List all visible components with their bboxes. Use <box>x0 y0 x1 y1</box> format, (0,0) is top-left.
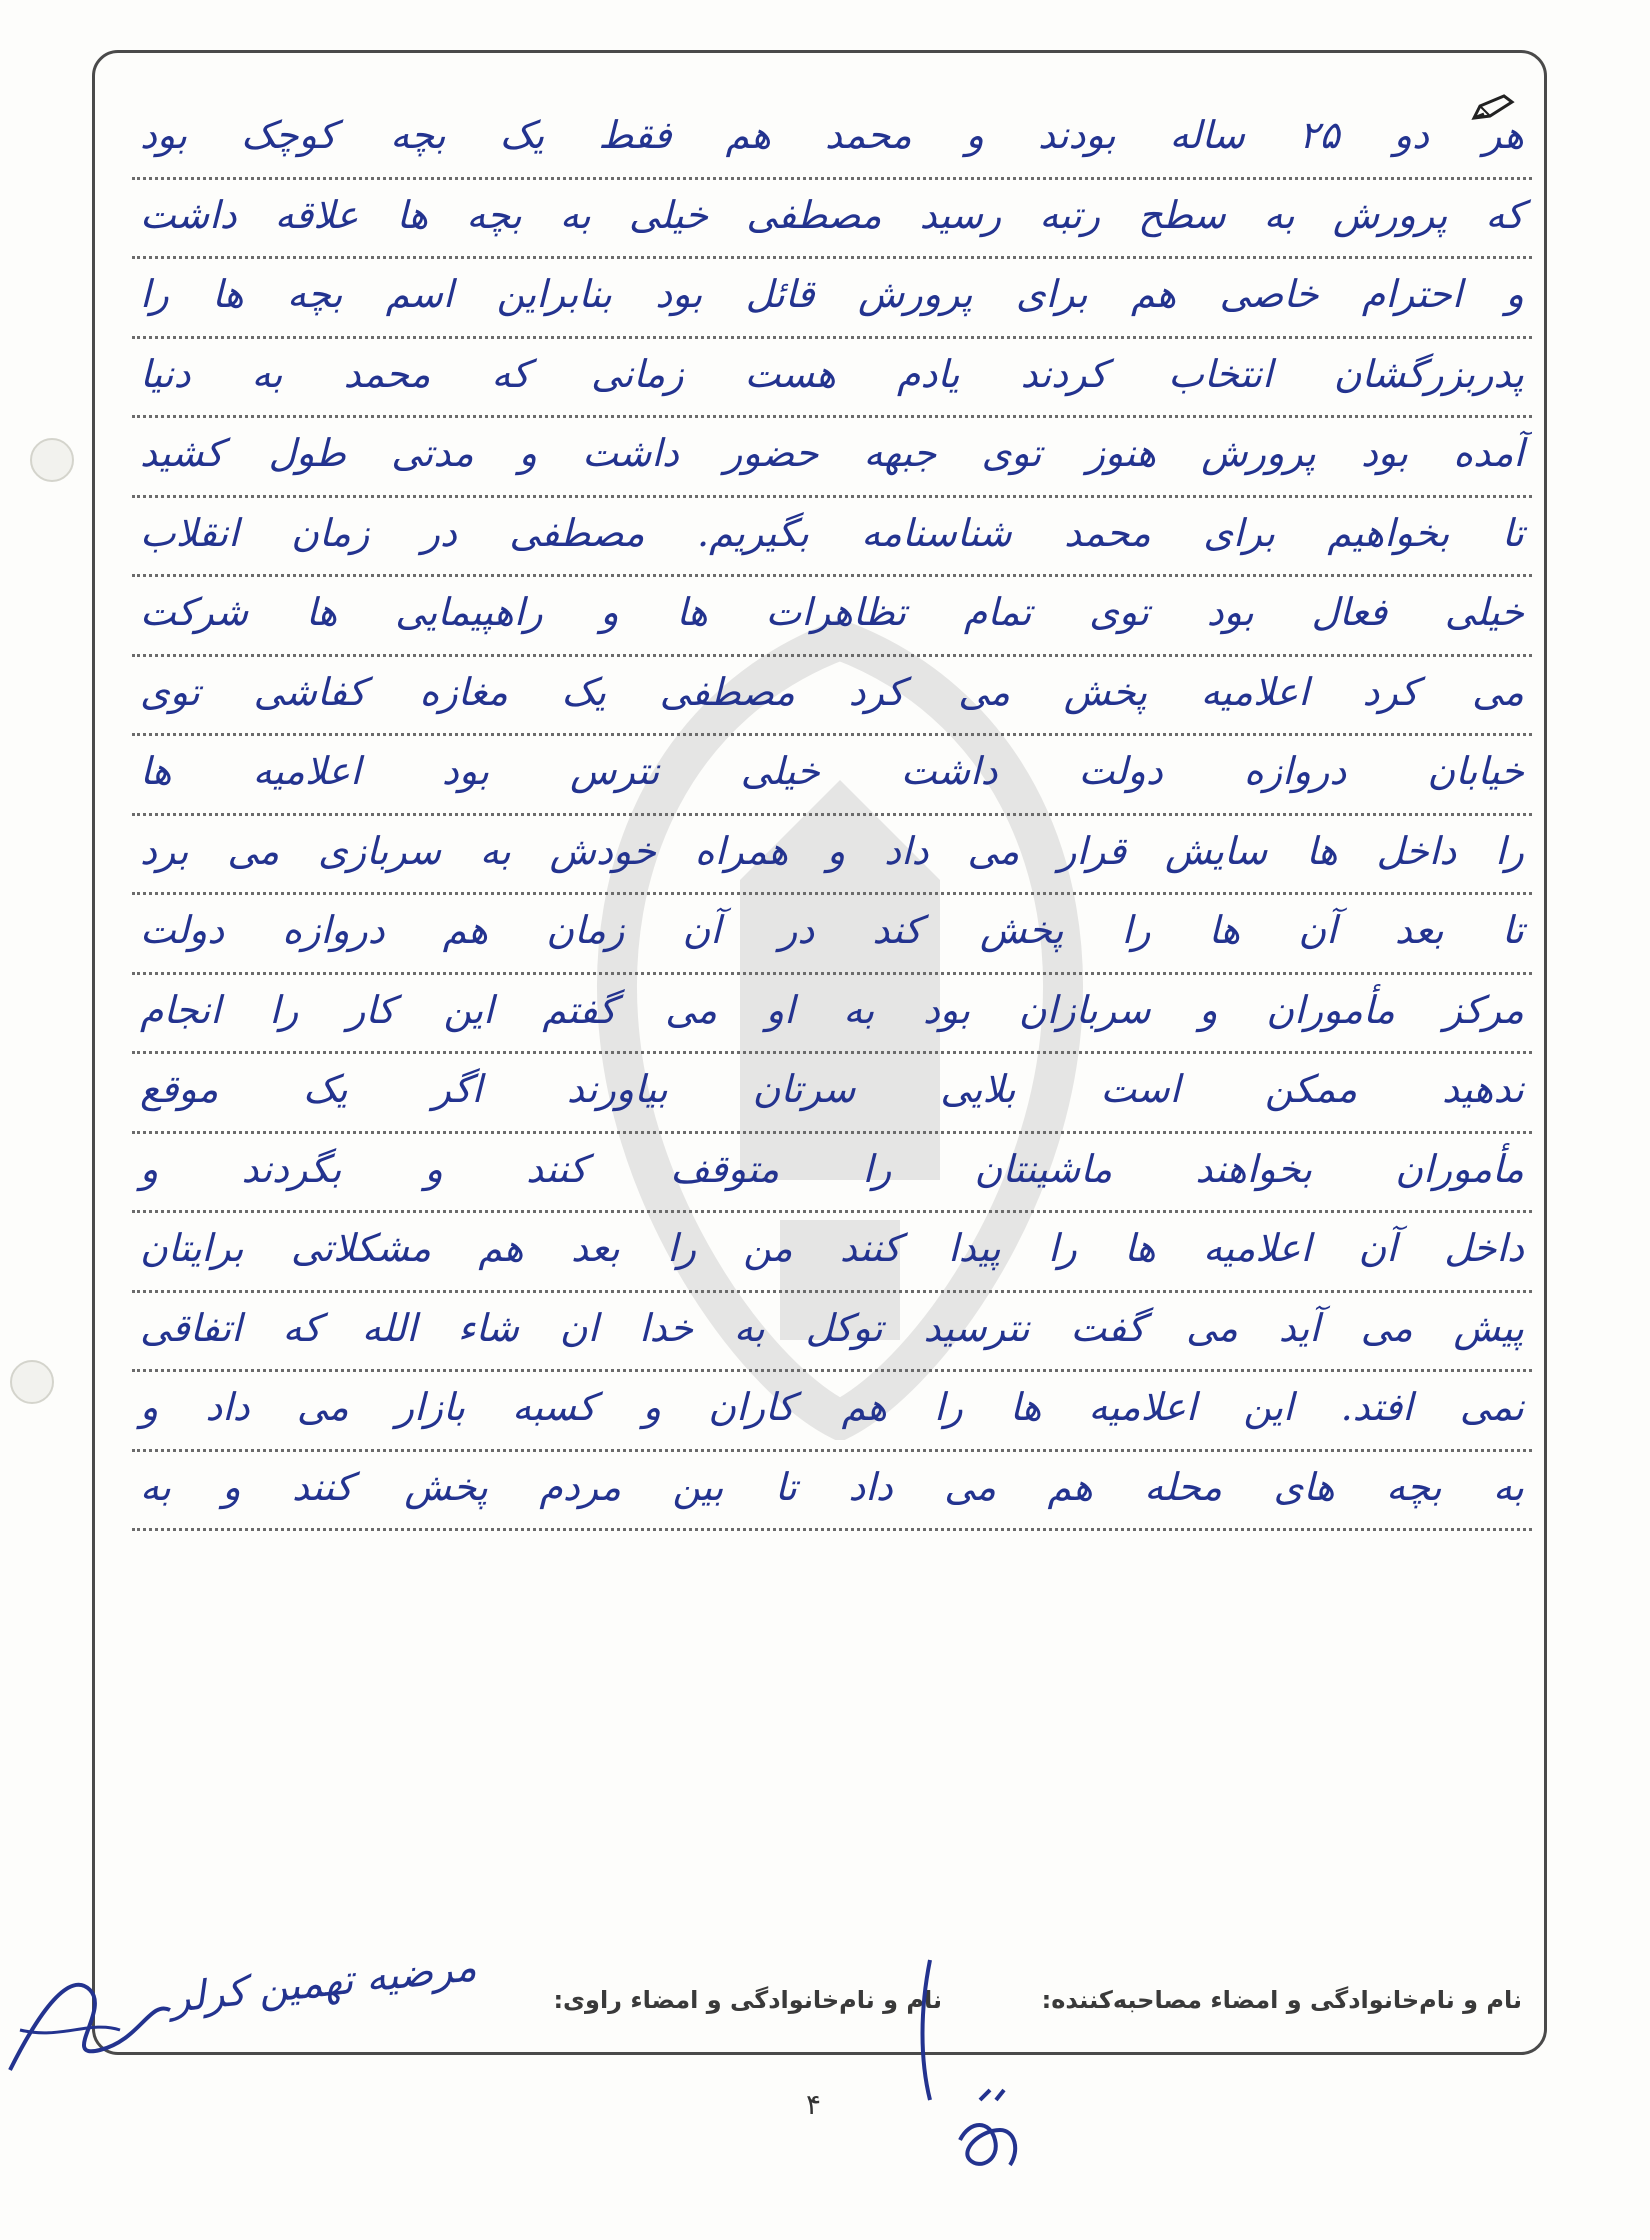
text-line: را داخل ها سایش قرار می داد و همراه خودش به سربازی می برد <box>132 816 1532 896</box>
punch-hole-bottom <box>10 1360 54 1404</box>
text-line: داخل آن اعلامیه ها را پیدا کنند من را بعد هم مشکلاتی برایتان <box>132 1213 1532 1293</box>
text-line: نمی افتد. این اعلامیه ها را هم کاران و کسبه بازار می داد و <box>132 1372 1532 1452</box>
interviewer-signature <box>900 1950 1040 2180</box>
text-line: می کرد اعلامیه پخش می کرد مصطفی یک مغازه کفاشی توی <box>132 657 1532 737</box>
text-line: و احترام خاصی هم برای پرورش قائل بود بنابراین اسم بچه ها را <box>132 259 1532 339</box>
text-line: آمده بود پرورش هنوز توی جبهه حضور داشت و مدتی طول کشید <box>132 418 1532 498</box>
text-line: ندهید ممکن است بلایی سرتان بیاورند اگر یک موقع <box>132 1054 1532 1134</box>
text-line: خیلی فعال بود توی تمام تظاهرات ها و راهپیمایی ها شرکت <box>132 577 1532 657</box>
text-line: که پرورش به سطح رتبه رسید مصطفی خیلی به بچه ها علاقه داشت <box>132 180 1532 260</box>
text-line: تا بخواهیم برای محمد شناسنامه بگیریم. مصطفی در زمان انقلاب <box>132 498 1532 578</box>
interviewer-signature-label: نام و نام‌خانوادگی و امضاء مصاحبه‌کننده: <box>1041 1986 1522 2014</box>
text-line: خیابان دروازه دولت داشت خیلی نترس بود اعلامیه ها <box>132 736 1532 816</box>
text-line: مرکز مأموران و سربازان بود به او می گفتم این کار را انجام <box>132 975 1532 1055</box>
text-line: پدربزرگشان انتخاب کردند یادم هست زمانی که محمد به دنیا <box>132 339 1532 419</box>
page-number: ۴ <box>806 2088 822 2121</box>
text-line: هر دو ۲۵ ساله بودند و محمد هم فقط یک بچه کوچک بود <box>132 100 1532 180</box>
narrator-signature-text: مرضیه تهمین کرلر <box>168 1944 479 2022</box>
text-line: پیش می آید می گفت نترسید توکل به خدا ان شاء الله که اتفاقی <box>132 1293 1532 1373</box>
text-line: مأموران بخواهند ماشینتان را متوقف کنند و بگردند و <box>132 1134 1532 1214</box>
narrator-signature-label: نام و نام‌خانوادگی و امضاء راوی: <box>553 1986 942 2014</box>
text-line: تا بعد آن ها را پخش کند در آن زمان هم دروازه دولت <box>132 895 1532 975</box>
text-line: به بچه های محله هم می داد تا بین مردم پخش کنند و به <box>132 1452 1532 1532</box>
punch-hole-top <box>30 438 74 482</box>
handwritten-text-block <box>132 100 1532 1531</box>
